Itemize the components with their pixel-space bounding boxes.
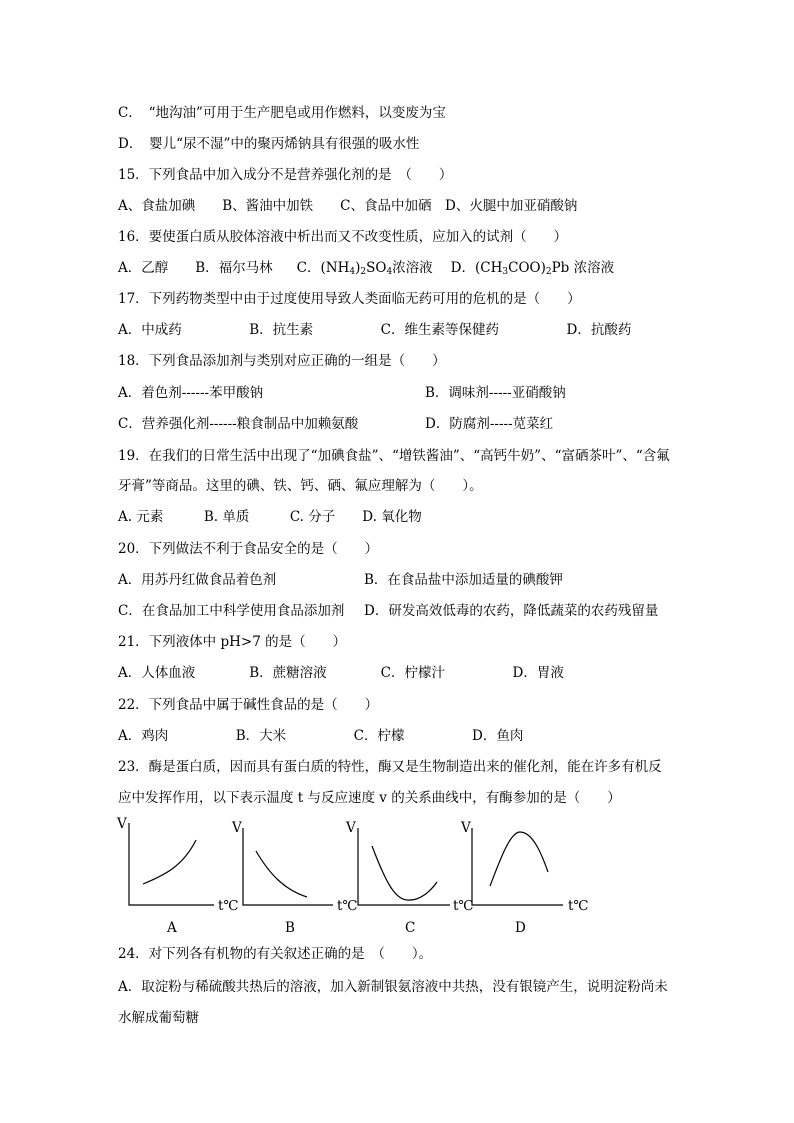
question-15: 15．下列食品中加入成分不是营养强化剂的是 （ ）	[118, 167, 453, 183]
q21-options: A．人体血液 B．蔗糖溶液 C．柠檬汁 D．胃液	[118, 665, 564, 681]
graph-b-axes	[243, 828, 333, 905]
graph-c-curve	[372, 846, 437, 900]
q20-option-b: B．在食品盐中添加适量的碘酸钾	[364, 572, 563, 588]
question-17: 17．下列药物类型中由于过度使用导致人类面临无药可用的危机的是（ ）	[118, 291, 581, 307]
q24-option-a-line2: 水解成葡萄糖	[118, 1010, 199, 1026]
graph-a-y-label: V	[117, 816, 127, 832]
graph-a-axes	[129, 823, 214, 905]
q16-option-c: C．$(NH_4)_2SO_4$浓溶液	[296, 260, 433, 277]
graph-c-x-label: t℃	[453, 898, 474, 914]
question-16: 16．要使蛋白质从胶体溶液中析出而又不改变性质，应加入的试剂（ ）	[118, 229, 568, 245]
graph-d-axes	[472, 828, 563, 905]
q16-option-b: B．福尔马林	[195, 260, 273, 276]
graph-d-curve	[490, 832, 548, 886]
q18-option-c: C．营养强化剂------粮食制品中加赖氨酸	[118, 416, 359, 432]
line-q14-d: D． 婴儿“尿不湿”中的聚丙烯钠具有很强的吸水性	[118, 136, 420, 152]
question-22: 22．下列食品中属于碱性食品的是（ ）	[118, 697, 379, 713]
q18-option-a: A．着色剂------苯甲酸钠	[118, 385, 264, 401]
graph-a-x-label: t℃	[218, 898, 239, 914]
graph-b-label: B	[285, 920, 295, 936]
q16-option-d: D．$(CH_3COO)_2Pb$ 浓溶液	[450, 260, 615, 277]
q20-option-a: A．用苏丹红做食品着色剂	[118, 572, 277, 588]
question-20: 20．下列做法不利于食品安全的是（ ）	[118, 541, 379, 557]
question-18: 18．下列食品添加剂与类别对应正确的一组是（ ）	[118, 353, 446, 369]
graph-c-axes	[358, 828, 450, 905]
question-23-line2: 应中发挥作用，以下表示温度 t 与反应速度 v 的关系曲线中，有酶参加的是（ ）	[118, 790, 621, 806]
question-19-line1: 19．在我们的日常生活中出现了“加碘食盐”、“增铁酱油”、“高钙牛奶”、“富硒茶叶”、“含氟	[118, 448, 670, 464]
q18-option-b: B．调味剂-----亚硝酸钠	[425, 385, 566, 401]
q15-options: A、食盐加碘 B、酱油中加铁 C、食品中加硒 D、火腿中加亚硝酸钠	[118, 198, 578, 214]
graph-d-x-label: t℃	[568, 898, 589, 914]
line-q14-c: C． “地沟油”可用于生产肥皂或用作燃料，以变废为宝	[118, 105, 446, 121]
q16-option-a: A．乙醇	[118, 260, 169, 276]
q18-option-d: D．防腐剂-----苋菜红	[425, 416, 554, 432]
q22-options: A．鸡肉 B．大米 C．柠檬 D．鱼肉	[118, 728, 524, 744]
q17-options: A．中成药 B．抗生素 C．维生素等保健药 D．抗酸药	[118, 322, 632, 338]
question-23-line1: 23．酶是蛋白质，因而具有蛋白质的特性，酶又是生物制造出来的催化剂，能在许多有机反	[118, 759, 662, 775]
q19-options: A. 元素 B. 单质 C. 分子 D. 氧化物	[118, 509, 422, 525]
question-19-line2: 牙膏”等商品。这里的碘、铁、钙、硒、氟应理解为（ ）。	[118, 478, 483, 494]
graph-a-label: A	[167, 920, 177, 936]
graph-d-y-label: V	[461, 820, 471, 836]
graph-b-x-label: t℃	[337, 898, 358, 914]
question-24: 24．对下列各有机物的有关叙述正确的是 （ ）。	[118, 946, 433, 962]
graph-c-y-label: V	[346, 820, 356, 836]
graph-d-label: D	[515, 920, 526, 936]
graph-a-curve	[143, 840, 196, 884]
q20-option-d: D．研发高效低毒的农药，降低蔬菜的农药残留量	[364, 603, 659, 619]
question-21: 21．下列液体中 pH>7 的是（ ）	[118, 634, 347, 650]
q24-option-a-line1: A．取淀粉与稀硫酸共热后的溶液，加入新制银氨溶液中共热，没有银镜产生，说明淀粉尚未	[118, 979, 668, 995]
graph-c-label: C	[405, 920, 416, 936]
graph-b-curve	[256, 851, 307, 897]
q20-option-c: C．在食品加工中科学使用食品添加剂	[118, 603, 345, 619]
graph-b-y-label: V	[232, 820, 242, 836]
